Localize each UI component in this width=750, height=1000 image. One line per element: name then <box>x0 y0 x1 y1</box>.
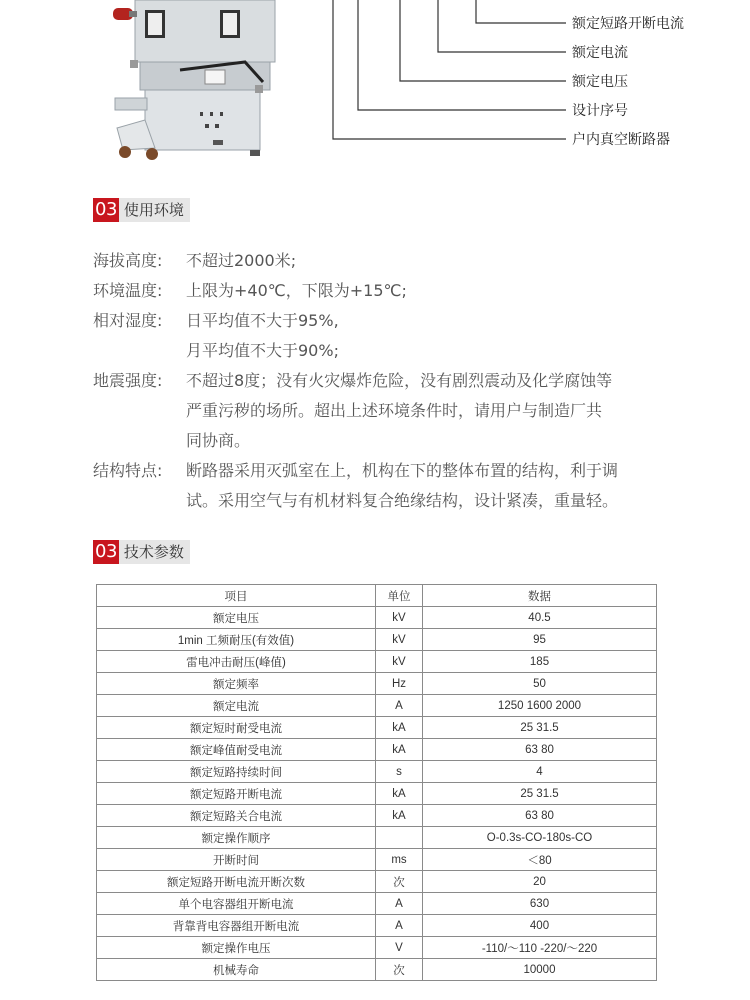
callout-rated-short-circuit-breaking-current: 额定短路开断电流 <box>572 16 684 32</box>
table-row <box>97 915 657 937</box>
table-cell-item: 额定短时耐受电流 <box>97 717 376 739</box>
table-cell-value: 20 <box>423 871 657 893</box>
env-item-seismic <box>93 366 693 456</box>
table-row <box>97 783 657 805</box>
table-cell-unit: Hz <box>376 673 423 695</box>
env-value <box>186 366 693 456</box>
table-cell-unit: kA <box>376 717 423 739</box>
table-cell-unit: kA <box>376 739 423 761</box>
callout-indoor-vacuum-breaker: 户内真空断路器 <box>572 132 670 148</box>
table-cell-item: 1min 工频耐压(有效值) <box>97 629 376 651</box>
column-header-unit: 单位 <box>376 585 423 607</box>
table-row <box>97 651 657 673</box>
table-cell-item: 额定短路开断电流 <box>97 783 376 805</box>
table-cell-item: 额定频率 <box>97 673 376 695</box>
table-cell-value: 50 <box>423 673 657 695</box>
callout-design-serial: 设计序号 <box>572 103 628 119</box>
table-cell-value: 1250 1600 2000 <box>423 695 657 717</box>
table-cell-item: 开断时间 <box>97 849 376 871</box>
table-row <box>97 849 657 871</box>
table-cell-item: 额定操作电压 <box>97 937 376 959</box>
environment-list <box>93 246 693 516</box>
table-cell-unit: kV <box>376 651 423 673</box>
env-value-line: 不超过8度；没有火灾爆炸危险，没有剧烈震动及化学腐蚀等 <box>186 371 613 390</box>
table-cell-value: -110/～110 -220/～220 <box>423 937 657 959</box>
env-value-line: 同协商。 <box>186 431 251 450</box>
table-cell-item: 单个电容器组开断电流 <box>97 893 376 915</box>
table-cell-item: 额定短路开断电流开断次数 <box>97 871 376 893</box>
table-row <box>97 871 657 893</box>
table-cell-value: 185 <box>423 651 657 673</box>
env-item-temperature <box>93 276 693 306</box>
table-cell-item: 额定操作顺序 <box>97 827 376 849</box>
table-row <box>97 893 657 915</box>
section-number: 03 <box>95 541 117 562</box>
env-value <box>186 276 693 306</box>
section-heading-specs <box>93 540 190 564</box>
table-cell-item: 额定峰值耐受电流 <box>97 739 376 761</box>
table-cell-unit: A <box>376 915 423 937</box>
spec-table-body <box>97 607 657 981</box>
env-value-line: 上限为+40℃，下限为+15℃; <box>186 281 407 300</box>
env-value <box>186 306 693 366</box>
section-title: 使用环境 <box>119 198 190 222</box>
table-cell-unit: ms <box>376 849 423 871</box>
env-item-altitude <box>93 246 693 276</box>
env-value-line: 严重污秽的场所。超出上述环境条件时，请用户与制造厂共 <box>186 401 603 420</box>
table-row <box>97 739 657 761</box>
env-label: 环境温度: <box>93 281 163 300</box>
table-row <box>97 717 657 739</box>
table-row <box>97 805 657 827</box>
env-value-line: 日平均值不大于95%, <box>186 311 339 330</box>
table-cell-value: ＜80 <box>423 849 657 871</box>
table-cell-item: 额定电流 <box>97 695 376 717</box>
callout-rated-voltage: 额定电压 <box>572 74 628 90</box>
section-heading-environment <box>93 198 190 222</box>
table-cell-value: 95 <box>423 629 657 651</box>
env-value-line: 试。采用空气与有机材料复合绝缘结构，设计紧凑，重量轻。 <box>186 491 619 510</box>
table-row <box>97 959 657 981</box>
env-label: 海拔高度: <box>93 251 163 270</box>
table-cell-value: 25 31.5 <box>423 783 657 805</box>
table-cell-value: 63 80 <box>423 805 657 827</box>
table-cell-item: 机械寿命 <box>97 959 376 981</box>
table-cell-value: 63 80 <box>423 739 657 761</box>
table-cell-item: 额定短路关合电流 <box>97 805 376 827</box>
table-cell-item: 额定短路持续时间 <box>97 761 376 783</box>
column-header-data: 数据 <box>423 585 657 607</box>
callout-rated-current: 额定电流 <box>572 45 628 61</box>
table-cell-item: 背靠背电容器组开断电流 <box>97 915 376 937</box>
table-header-row <box>97 585 657 607</box>
table-cell-item: 雷电冲击耐压(峰值) <box>97 651 376 673</box>
env-item-structure <box>93 456 693 516</box>
table-row <box>97 695 657 717</box>
table-cell-value: O-0.3s-CO-180s-CO <box>423 827 657 849</box>
table-cell-value: 630 <box>423 893 657 915</box>
table-cell-item: 额定电压 <box>97 607 376 629</box>
table-cell-unit: A <box>376 893 423 915</box>
env-value-line: 不超过2000米; <box>186 251 297 270</box>
table-cell-unit: 次 <box>376 959 423 981</box>
table-cell-value: 25 31.5 <box>423 717 657 739</box>
table-cell-value: 10000 <box>423 959 657 981</box>
env-value-line: 月平均值不大于90%; <box>186 341 339 360</box>
env-label: 地震强度: <box>93 371 163 390</box>
table-cell-unit: kV <box>376 607 423 629</box>
table-cell-value: 4 <box>423 761 657 783</box>
table-cell-unit <box>376 827 423 849</box>
env-label: 结构特点: <box>93 461 163 480</box>
section-title: 技术参数 <box>119 540 190 564</box>
table-row <box>97 673 657 695</box>
table-cell-unit: V <box>376 937 423 959</box>
env-item-humidity <box>93 306 693 366</box>
table-cell-unit: A <box>376 695 423 717</box>
table-cell-unit: s <box>376 761 423 783</box>
table-cell-unit: kA <box>376 783 423 805</box>
env-value-line: 断路器采用灭弧室在上，机构在下的整体布置的结构，利于调 <box>186 461 619 480</box>
env-value <box>186 456 693 516</box>
spec-table <box>96 584 657 981</box>
table-row <box>97 827 657 849</box>
env-value <box>186 246 693 276</box>
env-label: 相对湿度: <box>93 311 163 330</box>
table-cell-unit: kV <box>376 629 423 651</box>
column-header-item: 项目 <box>97 585 376 607</box>
table-row <box>97 761 657 783</box>
table-row <box>97 607 657 629</box>
table-row <box>97 937 657 959</box>
table-row <box>97 629 657 651</box>
section-number: 03 <box>95 199 117 220</box>
table-cell-unit: 次 <box>376 871 423 893</box>
table-cell-unit: kA <box>376 805 423 827</box>
table-cell-value: 40.5 <box>423 607 657 629</box>
table-cell-value: 400 <box>423 915 657 937</box>
